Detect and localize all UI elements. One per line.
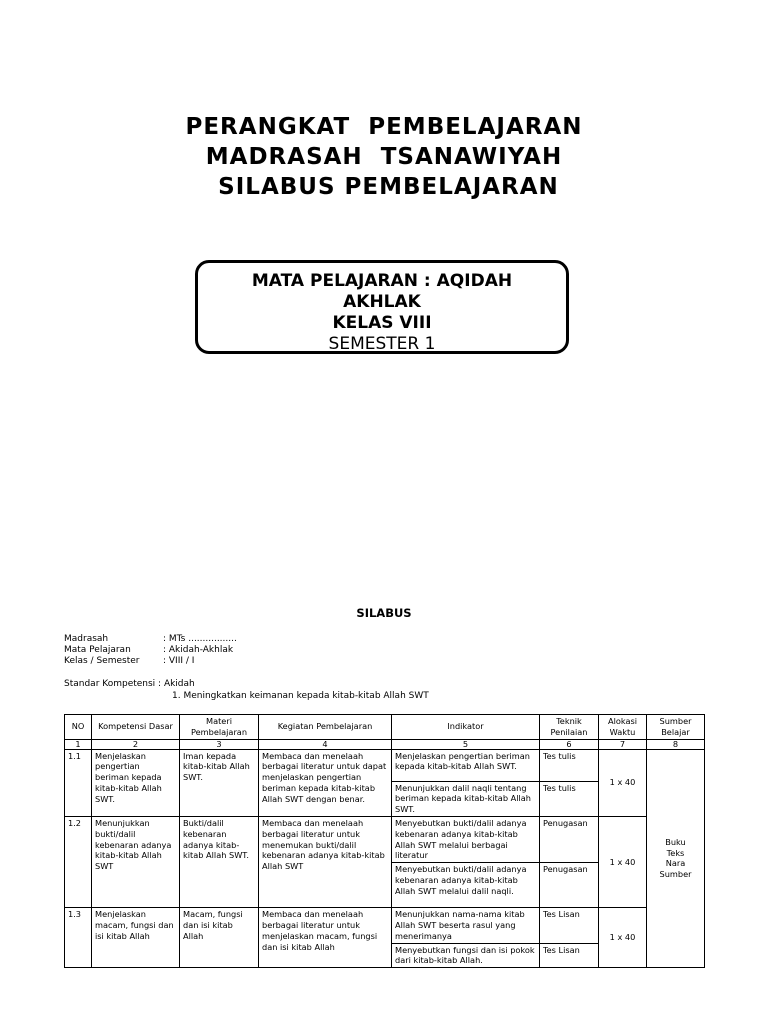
row-no: 1.1 — [65, 749, 92, 816]
info-row-mapel: Mata Pelajaran : Akidah-Akhlak — [64, 645, 234, 655]
header-cell: Alokasi Waktu — [599, 715, 647, 740]
row-materi: Macam, fungsi dan isi kitab Allah — [180, 908, 259, 968]
subject-line-2: AKHLAK — [343, 292, 421, 312]
standar-kompetensi: Standar Kompetensi : Akidah — [64, 679, 195, 689]
row-indikator: Menunjukkan nama-nama kitab Allah SWT beserta rasul yang menerimanya — [392, 908, 540, 943]
header-cell: Indikator — [392, 715, 540, 740]
subject-box — [195, 260, 569, 354]
row-waktu: 1 x 40 — [599, 749, 647, 816]
row-materi: Iman kepada kitab-kitab Allah SWT. — [180, 749, 259, 816]
row-kegiatan: Membaca dan menelaah berbagai literatur untuk menemukan bukti/dalil kebenaran adanya kitab-kitab Allah SWT — [259, 816, 392, 907]
header-cell: Kompetensi Dasar — [92, 715, 180, 740]
row-indikator: Menyebutkan fungsi dan isi pokok dari kitab-kitab Allah. — [392, 943, 540, 968]
sumber-belajar: Buku Teks Nara Sumber — [647, 749, 705, 968]
header-cell: Kegiatan Pembelajaran — [259, 715, 392, 740]
row-waktu: 1 x 40 — [599, 908, 647, 968]
header-cell: Materi Pembelajaran — [180, 715, 259, 740]
row-teknik: Penugasan — [540, 816, 599, 862]
row-teknik: Tes tulis — [540, 781, 599, 816]
row-teknik: Tes Lisan — [540, 943, 599, 968]
table-header-row — [65, 715, 705, 740]
row-kd: Menjelaskan macam, fungsi dan isi kitab Allah — [92, 908, 180, 968]
subject-line-1: MATA PELAJARAN : AQIDAH — [251, 271, 513, 291]
cover-line-3: SILABUS PEMBELAJARAN — [209, 174, 559, 200]
cover-title — [0, 112, 768, 202]
info-row-madrasah: Madrasah : MTs ................. — [64, 634, 237, 644]
row-teknik: Tes tulis — [540, 749, 599, 781]
table-row — [65, 908, 705, 943]
class-line: KELAS VIII — [332, 313, 432, 333]
info-row-kelas: Kelas / Semester : VIII / I — [64, 656, 195, 666]
header-cell: Sumber Belajar — [647, 715, 705, 740]
header-cell: Teknik Penilaian — [540, 715, 599, 740]
row-teknik: Penugasan — [540, 863, 599, 908]
table-number-row: 1 2 3 4 5 6 7 8 — [65, 739, 705, 749]
table-row — [65, 816, 705, 862]
row-teknik: Tes Lisan — [540, 908, 599, 943]
table-row — [65, 749, 705, 781]
row-materi: Bukti/dalil kebenaran adanya kitab-kitab Allah SWT. — [180, 816, 259, 907]
cover-line-1: PERANGKAT PEMBELAJARAN — [185, 114, 583, 140]
standar-kompetensi-item: 1. Meningkatkan keimanan kepada kitab-kitab Allah SWT — [172, 691, 429, 701]
silabus-table — [64, 714, 705, 968]
row-waktu: 1 x 40 — [599, 816, 647, 907]
row-indikator: Menyebutkan bukti/dalil adanya kebenaran adanya kitab-kitab Allah SWT melalui berbagai literatur — [392, 816, 540, 862]
row-no: 1.3 — [65, 908, 92, 968]
silabus-title: SILABUS — [356, 606, 412, 620]
row-indikator: Menjelaskan pengertian beriman kepada kitab-kitab Allah SWT. — [392, 749, 540, 781]
cover-line-2: MADRASAH TSANAWIYAH — [205, 144, 563, 170]
row-indikator: Menyebutkan bukti/dalil adanya kebenaran adanya kitab-kitab Allah SWT melalui dalil naqli. — [392, 863, 540, 908]
row-no: 1.2 — [65, 816, 92, 907]
semester-line: SEMESTER 1 — [328, 334, 436, 354]
row-kd: Menunjukkan bukti/dalil kebenaran adanya kitab-kitab Allah SWT — [92, 816, 180, 907]
row-kegiatan: Membaca dan menelaah berbagai literatur untuk dapat menjelaskan pengertian beriman kepada kitab-kitab Allah SWT dengan benar. — [259, 749, 392, 816]
row-kd: Menjelaskan pengertian beriman kepada kitab-kitab Allah SWT. — [92, 749, 180, 816]
row-indikator: Menunjukkan dalil naqli tentang beriman kepada kitab-kitab Allah SWT. — [392, 781, 540, 816]
header-cell: NO — [65, 715, 92, 740]
row-kegiatan: Membaca dan menelaah berbagai literatur untuk menjelaskan macam, fungsi dan isi kitab Allah — [259, 908, 392, 968]
